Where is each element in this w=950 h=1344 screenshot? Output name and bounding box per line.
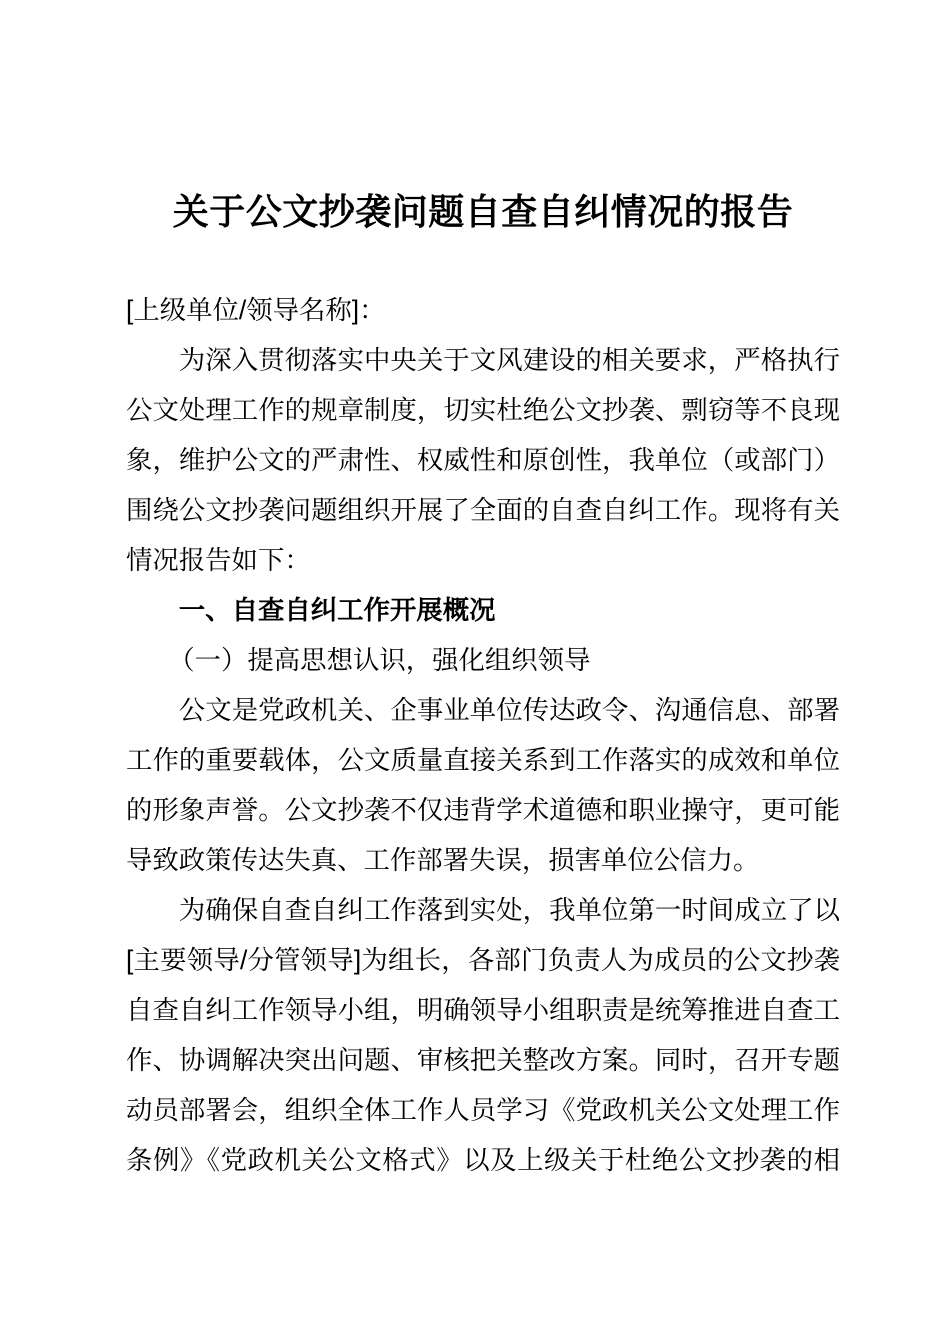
paragraph3-line: 为确保自查自纠工作落到实处，我单位第一时间成立了以 (178, 895, 840, 925)
paragraph3-line: 自查自纠工作领导小组，明确领导小组职责是统筹推进自查工 (126, 995, 840, 1025)
paragraph1-line: 为深入贯彻落实中央关于文风建设的相关要求，严格执行 (178, 345, 840, 375)
paragraph3-line: 作、协调解决突出问题、审核把关整改方案。同时，召开专题 (126, 1045, 840, 1075)
salutation-line: [上级单位/领导名称]： (126, 295, 386, 325)
paragraph2-line: 的形象声誉。公文抄袭不仅违背学术道德和职业操守，更可能 (126, 795, 840, 825)
paragraph3-line: 条例》《党政机关公文格式》以及上级关于杜绝公文抄袭的相 (126, 1145, 840, 1175)
paragraph1-line: 围绕公文抄袭问题组织开展了全面的自查自纠工作。现将有关 (126, 495, 840, 525)
paragraph1-line: 象，维护公文的严肃性、权威性和原创性，我单位（或部门） (126, 445, 840, 475)
paragraph3-line: [主要领导/分管领导]为组长，各部门负责人为成员的公文抄袭 (126, 945, 840, 975)
paragraph3-line: 动员部署会，组织全体工作人员学习《党政机关公文处理工作 (126, 1095, 840, 1125)
paragraph2-line: 导致政策传达失真、工作部署失误，损害单位公信力。 (126, 845, 760, 875)
section1-subheading: （一）提高思想认识，强化组织领导 (168, 645, 591, 675)
paragraph2-line: 公文是党政机关、企事业单位传达政令、沟通信息、部署 (178, 695, 840, 725)
document-title: 关于公文抄袭问题自查自纠情况的报告 (172, 191, 794, 232)
paragraph2-line: 工作的重要载体，公文质量直接关系到工作落实的成效和单位 (126, 745, 840, 775)
paragraph1-line: 情况报告如下： (126, 545, 311, 575)
paragraph1-line: 公文处理工作的规章制度，切实杜绝公文抄袭、剽窃等不良现 (126, 395, 840, 425)
document-body (126, 285, 840, 1185)
section1-heading: 一、自查自纠工作开展概况 (178, 595, 496, 625)
